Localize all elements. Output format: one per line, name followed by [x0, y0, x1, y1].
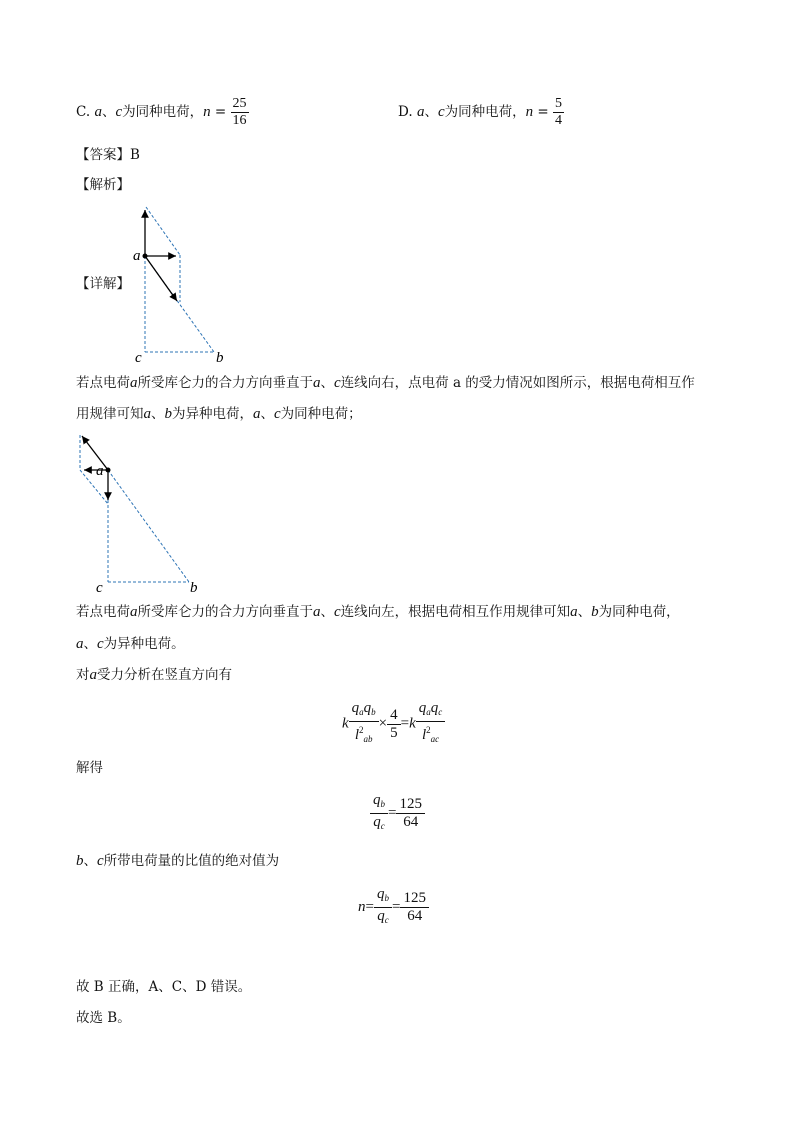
analysis-heading: 【解析】 [76, 177, 130, 193]
para1-line1: 若点电荷a所受库仑力的合力方向垂直于a、c连线向右，点电荷 a 的受力情况如图所示，根据电荷相互作 [76, 375, 695, 391]
label-a-2: a [96, 463, 104, 479]
solve-label: 解得 [76, 760, 103, 776]
para2-line2: a、c为异种电荷。 [76, 636, 185, 652]
charge-a-point-2 [106, 468, 111, 473]
option-d-fraction: $\frac{5}{4}$ [555, 96, 563, 128]
label-b: b [216, 350, 224, 366]
force-diagram-1 [130, 200, 250, 366]
equation-1: k $\frac{q_aq_b}{l^2_{ab}}$ × $\frac{4}{5}$ =k $\frac{q_aq_c}{l^2_{ac}}$ [342, 700, 445, 748]
detail-heading: 【详解】 [76, 276, 130, 292]
charge-a-point [143, 254, 148, 259]
label-a: a [133, 248, 141, 264]
option-d: D. a、c为同种电荷，n = $\frac{5}{4}$ [398, 96, 563, 128]
ratio-text: b、c所带电荷量的比值的绝对值为 [76, 853, 280, 869]
force-analysis-line: 对a受力分析在竖直方向有 [76, 667, 232, 683]
conclusion-line: 故 B 正确，A、C、D 错误。 [76, 979, 252, 995]
force-arrows [145, 210, 177, 301]
label-c-2: c [96, 580, 103, 596]
label-b-2: b [190, 580, 198, 596]
dashed-construction-lines-2 [80, 435, 189, 582]
force-arrows-2 [82, 436, 108, 500]
force-diagram-2 [70, 425, 210, 595]
equation-3: n= $\frac{q_b}{q_c}$ = $\frac{125}{64}$ [358, 886, 429, 929]
dashed-construction-lines [145, 207, 214, 352]
option-c: C. a、c为同种电荷，n = $\frac{25}{16}$ [76, 96, 247, 128]
option-c-fraction: $\frac{25}{16}$ [232, 96, 247, 128]
equation-2: $\frac{q_b}{q_c}$ = $\frac{125}{64}$ [370, 792, 425, 835]
para1-line2: 用规律可知a、b为异种电荷，a、c为同种电荷； [76, 406, 362, 422]
para2-line1: 若点电荷a所受库仑力的合力方向垂直于a、c连线向左，根据电荷相互作用规律可知a、b为同种电荷， [76, 604, 680, 620]
final-answer-line: 故选 B。 [76, 1010, 131, 1026]
answer-line: 【答案】B [76, 147, 140, 163]
label-c: c [135, 350, 142, 366]
